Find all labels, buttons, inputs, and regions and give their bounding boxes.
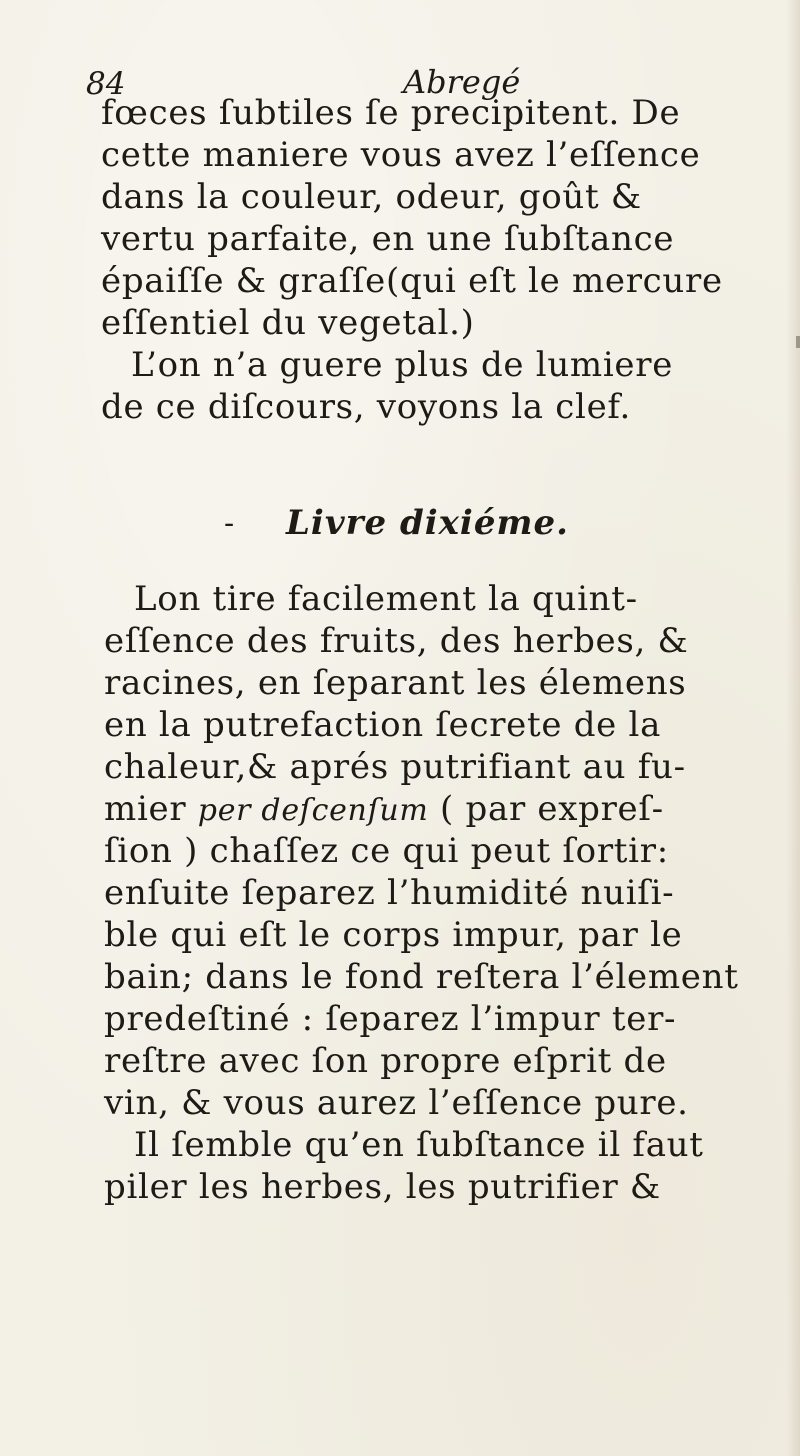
- text-line: vertu parfaite, en une ſubſtance: [101, 219, 675, 259]
- text-line: enſuite ſeparez l’humidité nuiſi-: [104, 873, 675, 913]
- text-line: de ce diſcours, voyons la clef.: [101, 387, 631, 427]
- text-block-bottom: [104, 578, 739, 1208]
- text-line: chaleur,& aprés putrifiant au fu-: [104, 747, 686, 787]
- text-line: racines, en ſeparant les élemens: [104, 663, 687, 703]
- text-fragment: ( par expreſ-: [428, 789, 664, 829]
- text-line: eſſence des fruits, des herbes, &: [104, 621, 689, 661]
- text-line: L’on n’a guere plus de lumiere: [131, 345, 674, 385]
- text-line: ble qui eſt le corps impur, par le: [104, 915, 683, 955]
- text-line: dans la couleur, odeur, goût &: [101, 177, 642, 217]
- section-heading: [0, 502, 800, 552]
- latin-phrase: per deſcenſum: [197, 793, 429, 828]
- section-title: Livre dixiéme.: [286, 503, 569, 543]
- text-line: cette maniere vous avez l’eſſence: [101, 135, 701, 175]
- margin-mark: [796, 336, 800, 348]
- text-line: fœces ſubtiles ſe precipitent. De: [101, 93, 681, 133]
- text-line: piler les herbes, les putrifier &: [104, 1167, 661, 1207]
- text-line: reſtre avec ſon propre eſprit de: [104, 1041, 667, 1081]
- text-fragment: mier: [104, 789, 198, 829]
- page-edge-shadow: [786, 0, 800, 1456]
- text-line: épaiſſe & graſſe(qui eſt le mercure: [101, 261, 723, 301]
- page-number: 84: [86, 66, 126, 102]
- text-line: en la putrefaction ſecrete de la: [104, 705, 662, 745]
- running-head: Abregé: [403, 63, 521, 101]
- text-line-with-italic: [104, 788, 716, 830]
- text-line: bain; dans le fond reſtera l’élement: [104, 957, 739, 997]
- text-line: vin, & vous aurez l’eſſence pure.: [104, 1083, 689, 1123]
- text-line: ſion ) chaſſez ce qui peut ſortir:: [104, 831, 669, 871]
- heading-dash: -: [224, 506, 235, 541]
- text-line: Lon tire facilement la quint-: [134, 579, 638, 619]
- text-line: eſſentiel du vegetal.): [101, 303, 475, 343]
- text-block-top: [101, 92, 723, 428]
- text-line: Il ſemble qu’en ſubſtance il faut: [134, 1125, 704, 1165]
- text-line: predeſtiné : ſeparez l’impur ter-: [104, 999, 677, 1039]
